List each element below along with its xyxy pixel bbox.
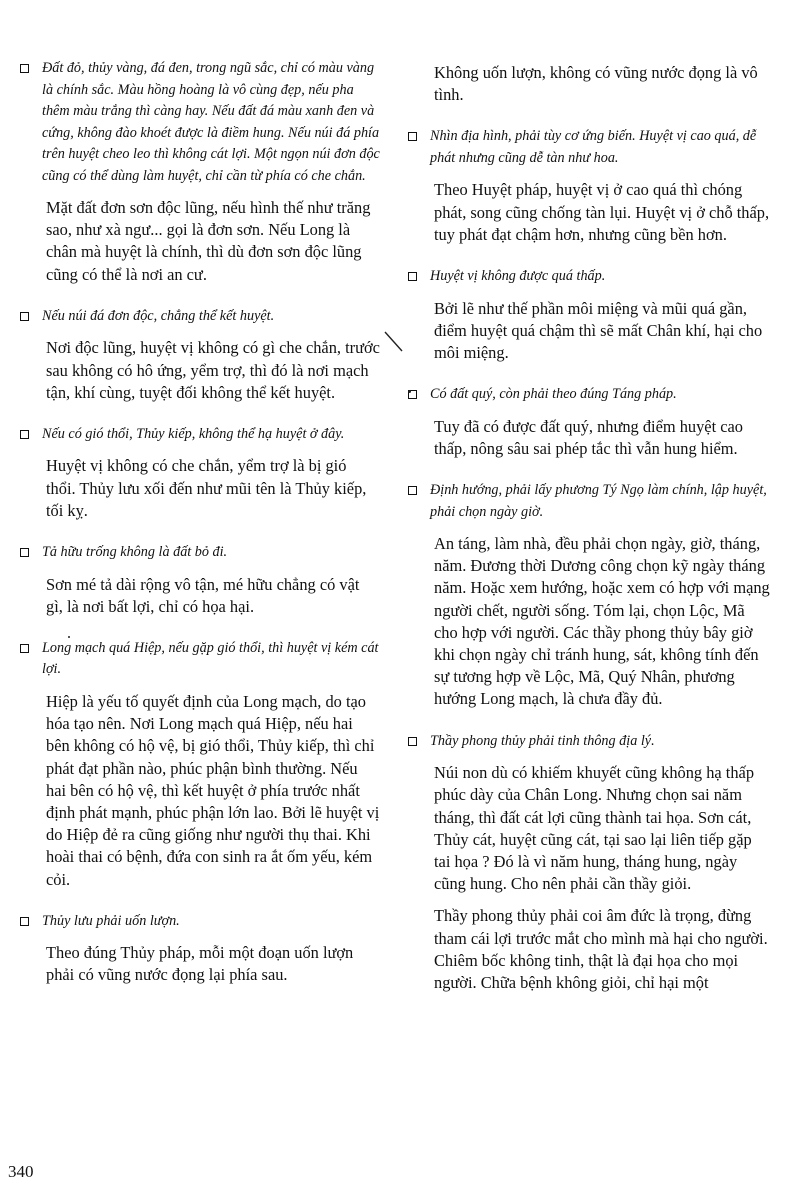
section-heading: [408, 480, 770, 523]
section-body: Bởi lẽ như thế phần môi miệng và mũi quá gần, điểm huyệt quá chậm thì sẽ mất Chân khí, hại cho môi miệng.: [434, 298, 763, 362]
section-heading: [408, 731, 770, 753]
checkbox-bullet-icon: [408, 486, 417, 495]
section-body: Nơi độc lũng, huyệt vị không có gì che chắn, trước sau không có hô ứng, yểm trợ, thì đó là nơi mạch tận, khí cùng, tuyệt đối không thể kết huyệt.: [46, 338, 380, 402]
section-body: Theo đúng Thủy pháp, mỗi một đoạn uốn lượn phải có vũng nước đọng lại phía sau.: [46, 943, 354, 985]
section-heading: [20, 638, 380, 681]
section-heading: [408, 266, 770, 288]
section-item: [20, 911, 380, 987]
section-item: [20, 424, 380, 522]
section-item: [20, 638, 380, 891]
section-heading: [20, 306, 380, 328]
right-column: [408, 62, 770, 1004]
page-number: 340: [8, 1162, 34, 1181]
paragraph: Núi non dù có khiếm khuyết cũng không hạ thấp phúc dày của Chân Long. Nhưng chọn sai năm tháng, thì đất cát lợi cũng thành tai họa. Sơn cát, Thủy cát, huyệt cũng cát, tại sao lại liên tiếp gặp tai họa ? Đó là vì năm hung, tháng hung, ngày cũng hung. Cho nên phải cần thầy giỏi.: [434, 763, 755, 894]
section-heading: [20, 542, 380, 564]
heading-text: Tả hữu trống không là đất bỏ đi.: [42, 544, 228, 561]
heading-text: Nếu có gió thổi, Thủy kiếp, không thể hạ huyệt ở đây.: [42, 425, 345, 442]
section-body: Mặt đất đơn sơn độc lũng, nếu hình thế như trăng sao, như xà ngư... gọi là đơn sơn. Nếu Long là chân mà huyệt là chính, thì dù đơn sơn độc lũng cũng có thể là nơi an cư.: [46, 198, 371, 284]
section-heading: [408, 384, 770, 406]
section-body: Theo Huyệt pháp, huyệt vị ở cao quá thì chóng phát, song cũng chống tàn lụi. Huyệt vị ở chỗ thấp, tuy phát đạt chậm hơn, nhưng cũng bền hơn.: [434, 180, 770, 244]
section-item: [408, 731, 770, 995]
section-body: An táng, làm nhà, đều phải chọn ngày, giờ, tháng, năm. Đương thời Dương công chọn kỹ ngày tháng năm. Hoặc xem hướng, hoặc xem có hợp với mạng người chết, người sống. Tóm lại, chọn Lộc, Mã cho hợp với người. Các thầy phong thủy bây giờ khi chọn ngày chỉ tránh hung, sát, không tính đến sự tương hợp về Lộc, Mã, Quý Nhân, phương hướng Long mạch, là chưa đầy đủ.: [434, 534, 770, 709]
scan-mark-icon: [384, 331, 404, 353]
section-heading: [20, 58, 380, 187]
section-item: [408, 266, 770, 364]
section-item: [20, 306, 380, 404]
checkbox-bullet-icon: [20, 644, 29, 653]
checkbox-bullet-icon: [408, 132, 417, 141]
scan-dot-icon: [68, 636, 70, 638]
heading-text: Long mạch quá Hiệp, nếu gặp gió thổi, thì huyệt vị kém cát lợi.: [42, 639, 379, 678]
heading-text: Đất đỏ, thủy vàng, đá đen, trong ngũ sắc, chỉ có màu vàng là chính sắc. Màu hồng hoàng là vô cùng đẹp, nếu pha thêm màu trắng thì càng hay. Nếu đất đá màu xanh đen và cứng, không đào khoét được là điềm hung. Nếu núi đá phía trên huyệt cheo leo thì không cát lợi. Một ngọn núi đơn độc cũng có thể dùng làm huyệt, chỉ cần từ phía có che chắn.: [42, 60, 380, 184]
section-item: [408, 126, 770, 246]
section-heading: [20, 911, 380, 933]
checkbox-bullet-icon: [408, 737, 417, 746]
heading-text: Định hướng, phải lấy phương Tý Ngọ làm chính, lập huyệt, phải chọn ngày giờ.: [430, 482, 767, 520]
section-heading: [408, 126, 770, 169]
heading-text: Huyệt vị không được quá thấp.: [430, 268, 606, 285]
section-body: Huyệt vị không có che chắn, yểm trợ là bị gió thổi. Thủy lưu xối đến như mũi tên là Thủy kiếp, tối kỵ.: [46, 456, 367, 520]
heading-text: Thầy phong thủy phải tinh thông địa lý.: [430, 732, 655, 749]
checkbox-bullet-icon: [20, 64, 29, 73]
section-item: [408, 384, 770, 460]
section-body: Hiệp là yếu tố quyết định của Long mạch, do tạo hóa tạo nên. Nơi Long mạch quá Hiệp, nếu hai bên không có hộ vệ, bị gió thổi, Thủy kiếp, thì chỉ phát đạt phần nào, phúc phận bình thường. Nếu hai bên có hộ vệ, thì kết huyệt ở phía trước nhất định phát mạnh, phúc phận lớn lao. Bởi lẽ huyệt vị do Hiệp đẻ ra cũng giống như người thụ thai. Khi hoài thai có bệnh, đứa con sinh ra ắt ốm yếu, kém cỏi.: [46, 691, 380, 889]
continuation-paragraph: Không uốn lượn, không có vũng nước đọng là vô tình.: [434, 63, 758, 105]
checkbox-bullet-icon: [408, 272, 417, 281]
section-heading: [20, 424, 380, 446]
section-item: [20, 58, 380, 286]
checkbox-bullet-icon: [20, 430, 29, 439]
section-body: Tuy đã có được đất quý, nhưng điểm huyệt cao thấp, nông sâu sai phép tắc thì vẫn hung hiểm.: [434, 416, 743, 458]
checkbox-bullet-icon: [20, 312, 29, 321]
heading-text: Nhìn địa hình, phải tùy cơ ứng biến. Huyệt vị cao quá, dễ phát nhưng cũng dễ tàn như hoa.: [430, 128, 757, 166]
scan-dot-icon: [408, 390, 411, 393]
section-body: Sơn mé tả dài rộng vô tận, mé hữu chẳng có vật gì, là nơi bất lợi, chỉ có họa hại.: [46, 574, 360, 616]
heading-text: Thủy lưu phải uốn lượn.: [42, 912, 180, 929]
checkbox-bullet-icon: [20, 917, 29, 926]
section-item: [408, 480, 770, 711]
left-column: [20, 58, 380, 987]
heading-text: Có đất quý, còn phải theo đúng Táng pháp.: [430, 386, 677, 403]
checkbox-bullet-icon: [20, 548, 29, 557]
heading-text: Nếu núi đá đơn độc, chẳng thể kết huyệt.: [42, 307, 275, 324]
section-body: [434, 762, 770, 994]
section-item: [20, 542, 380, 618]
paragraph: Thầy phong thủy phải coi âm đức là trọng, đừng tham cái lợi trước mắt cho mình mà hại cho người. Chiêm bốc không tinh, thật là đại họa cho mọi người. Chữa bệnh không giỏi, chỉ hại một: [434, 906, 768, 992]
